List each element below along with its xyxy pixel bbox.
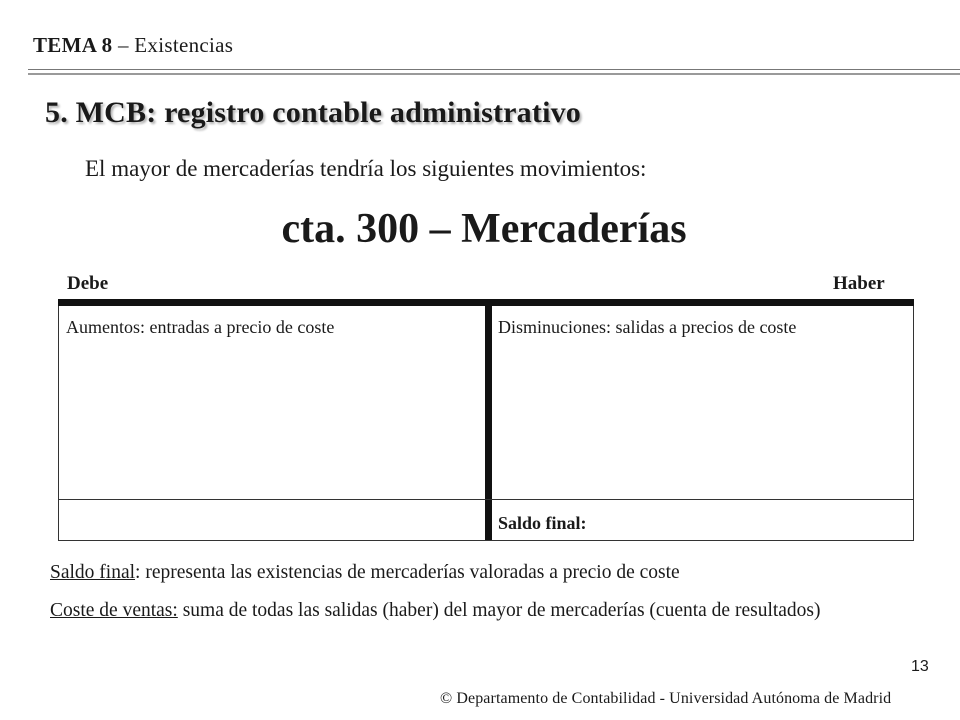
- final-balance-label: Saldo final:: [498, 513, 587, 533]
- t-account-center-rule: [485, 299, 492, 541]
- credit-entry-text: Disminuciones: salidas a precios de coste: [498, 317, 797, 337]
- topic-name: – Existencias: [112, 33, 234, 57]
- note-cost-of-sales: [50, 596, 920, 625]
- note-final-balance: [50, 558, 920, 587]
- t-account-balance-divider: [58, 499, 914, 500]
- note-definition: suma de todas las salidas (haber) del mayor de mercaderías (cuenta de resultados): [177, 600, 821, 621]
- page-number: 13: [911, 658, 929, 675]
- note-definition: : representa las existencias de mercaderías valoradas a precio de coste: [135, 562, 680, 583]
- t-account-left-border: [58, 306, 59, 541]
- credit-heading: Haber: [833, 273, 885, 294]
- account-title: cta. 300 – Mercaderías: [281, 206, 687, 252]
- intro-text: El mayor de mercaderías tendría los siguientes movimientos:: [85, 156, 647, 181]
- debit-entry-text: Aumentos: entradas a precio de coste: [66, 317, 335, 337]
- header-rule-thick: [28, 73, 960, 75]
- t-account-right-border: [913, 306, 914, 541]
- topic-number: TEMA 8: [33, 33, 113, 57]
- section-title: 5. MCB: registro contable administrativo: [45, 96, 582, 129]
- note-term: Coste de ventas:: [50, 600, 178, 621]
- note-term: Saldo final: [50, 562, 136, 583]
- topic-header: [33, 33, 233, 58]
- t-account: [58, 299, 914, 541]
- footer-credit: © Departamento de Contabilidad - Universidad Autónoma de Madrid: [440, 690, 892, 707]
- t-account-bottom-border: [58, 540, 914, 541]
- header-rule-thin: [28, 69, 960, 70]
- debit-heading: Debe: [67, 273, 109, 294]
